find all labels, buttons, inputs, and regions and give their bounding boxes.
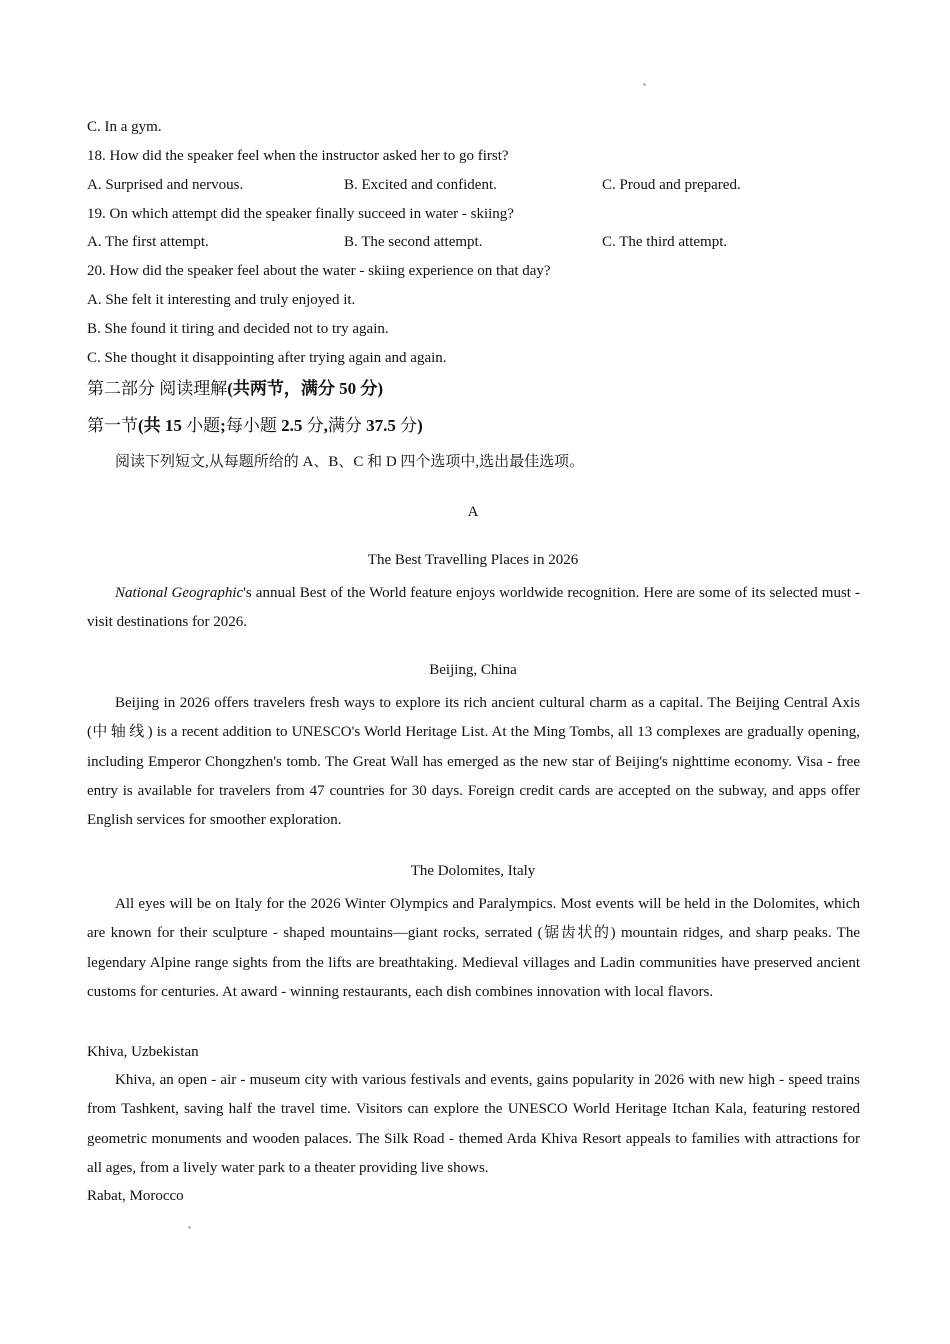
section-one-total-label: 满分 (327, 416, 367, 435)
part-two-score-suffix: 分) (356, 379, 384, 398)
section-one-per-label: 每小题 (225, 416, 282, 435)
q17-option-c: C. In a gym. (87, 119, 162, 135)
section-one-open: (共 (138, 416, 165, 435)
khiva-heading: Khiva, Uzbekistan (87, 1044, 199, 1060)
part-two-title: 第二部分 阅读理解 (87, 379, 228, 398)
intro-text: 's annual Best of the World feature enjoys worldwide recognition. Here are some of its selected must - visit destinations for 2026. (87, 585, 860, 631)
beijing-text-zh: 中轴线 (92, 724, 148, 741)
q20-option-c: C. She thought it disappointing after trying again and again. (87, 350, 447, 366)
section-one-count: 15 (164, 416, 182, 435)
passage-label: A (467, 504, 479, 520)
part-two-score-value: 50 (339, 379, 357, 398)
section-one-heading (87, 415, 423, 437)
q19-option-a: A. The first attempt. (87, 234, 209, 250)
section-one-close: ) (417, 416, 423, 435)
section-one-total-value: 37.5 (366, 416, 396, 435)
q18-option-c: C. Proud and prepared. (602, 177, 741, 193)
scan-mark (643, 83, 646, 86)
q18-question: 18. How did the speaker feel when the instructor asked her to go first? (87, 148, 509, 164)
q18-option-b: B. Excited and confident. (344, 177, 497, 193)
intro-paragraph (87, 579, 860, 638)
dolomites-paragraph (87, 890, 860, 1007)
beijing-paragraph (87, 689, 860, 835)
section-one-per-unit: 分 (302, 416, 324, 435)
rabat-heading: Rabat, Morocco (87, 1188, 184, 1204)
passage-title: The Best Travelling Places in 2026 (367, 552, 579, 568)
section-one-per-value: 2.5 (281, 416, 303, 435)
part-two-score-prefix: (共两节，满分 (227, 379, 340, 398)
scan-mark (188, 1226, 191, 1229)
khiva-paragraph: Khiva, an open - air - museum city with various festivals and events, gains popularity in 2026 with new high - speed trains from Tashkent, saving half the travel time. Visitors can explore the UNESCO World Heritage Itchan Kala, featuring restored geometric monuments and wooden palaces. The Silk Road - themed Arda Khiva Resort appeals to families with attractions for all ages, from a lively water park to a theater providing live shows. (87, 1072, 860, 1176)
q20-option-a: A. She felt it interesting and truly enjoyed it. (87, 292, 356, 308)
part-two-heading (87, 378, 383, 400)
section-one-sep-2: , (323, 416, 328, 435)
q19-option-c: C. The third attempt. (602, 234, 728, 250)
reading-instruction: 阅读下列短文,从每题所给的 A、B、C 和 D 四个选项中,选出最佳选项。 (115, 454, 585, 470)
beijing-text-1: Beijing in 2026 offers travelers fresh ways to explore its rich ancient cultural charm as a capital. The Beijing Central Axis ( (87, 695, 860, 741)
beijing-heading: Beijing, China (429, 662, 517, 678)
section-one-total-unit: 分 (395, 416, 418, 435)
section-one-count-unit: 小题 (181, 416, 221, 435)
q19-question: 19. On which attempt did the speaker finally succeed in water - skiing? (87, 206, 514, 222)
section-one-title: 第一节 (87, 416, 138, 435)
dolomites-text-1: All eyes will be on Italy for the 2026 Winter Olympics and Paralympics. Most events will be held in the Dolomites, which are known for their sculpture - shaped mountains—giant rocks, serrated ( (87, 896, 860, 942)
dolomites-text-2: ) mountain ridges, and sharp peaks. The legendary Alpine range sights from the lifts are breathtaking. Medieval villages and Ladin communities have preserved ancient customs for centuries. At award - winning restaurants, each dish combines innovation with local flavors. (87, 925, 860, 1000)
dolomites-heading: The Dolomites, Italy (410, 863, 536, 879)
q20-option-b: B. She found it tiring and decided not to try again. (87, 321, 389, 337)
section-one-sep-1: ; (220, 416, 226, 435)
q18-option-a: A. Surprised and nervous. (87, 177, 244, 193)
q20-question: 20. How did the speaker feel about the water - skiing experience on that day? (87, 263, 551, 279)
q19-option-b: B. The second attempt. (344, 234, 483, 250)
beijing-text-2: ) is a recent addition to UNESCO's World Heritage List. At the Ming Tombs, all 13 complexes are gradually opening, including Emperor Chongzhen's tomb. The Great Wall has emerged as the new star of Beijing's nighttime economy. Visa - free entry is available for travelers from 47 countries for 30 days. Foreign credit cards are accepted on the subway, and apps offer English services for smoother exploration. (87, 724, 860, 829)
dolomites-text-zh: 锯齿状的 (542, 925, 611, 942)
intro-magazine-name: National Geographic (115, 585, 244, 601)
